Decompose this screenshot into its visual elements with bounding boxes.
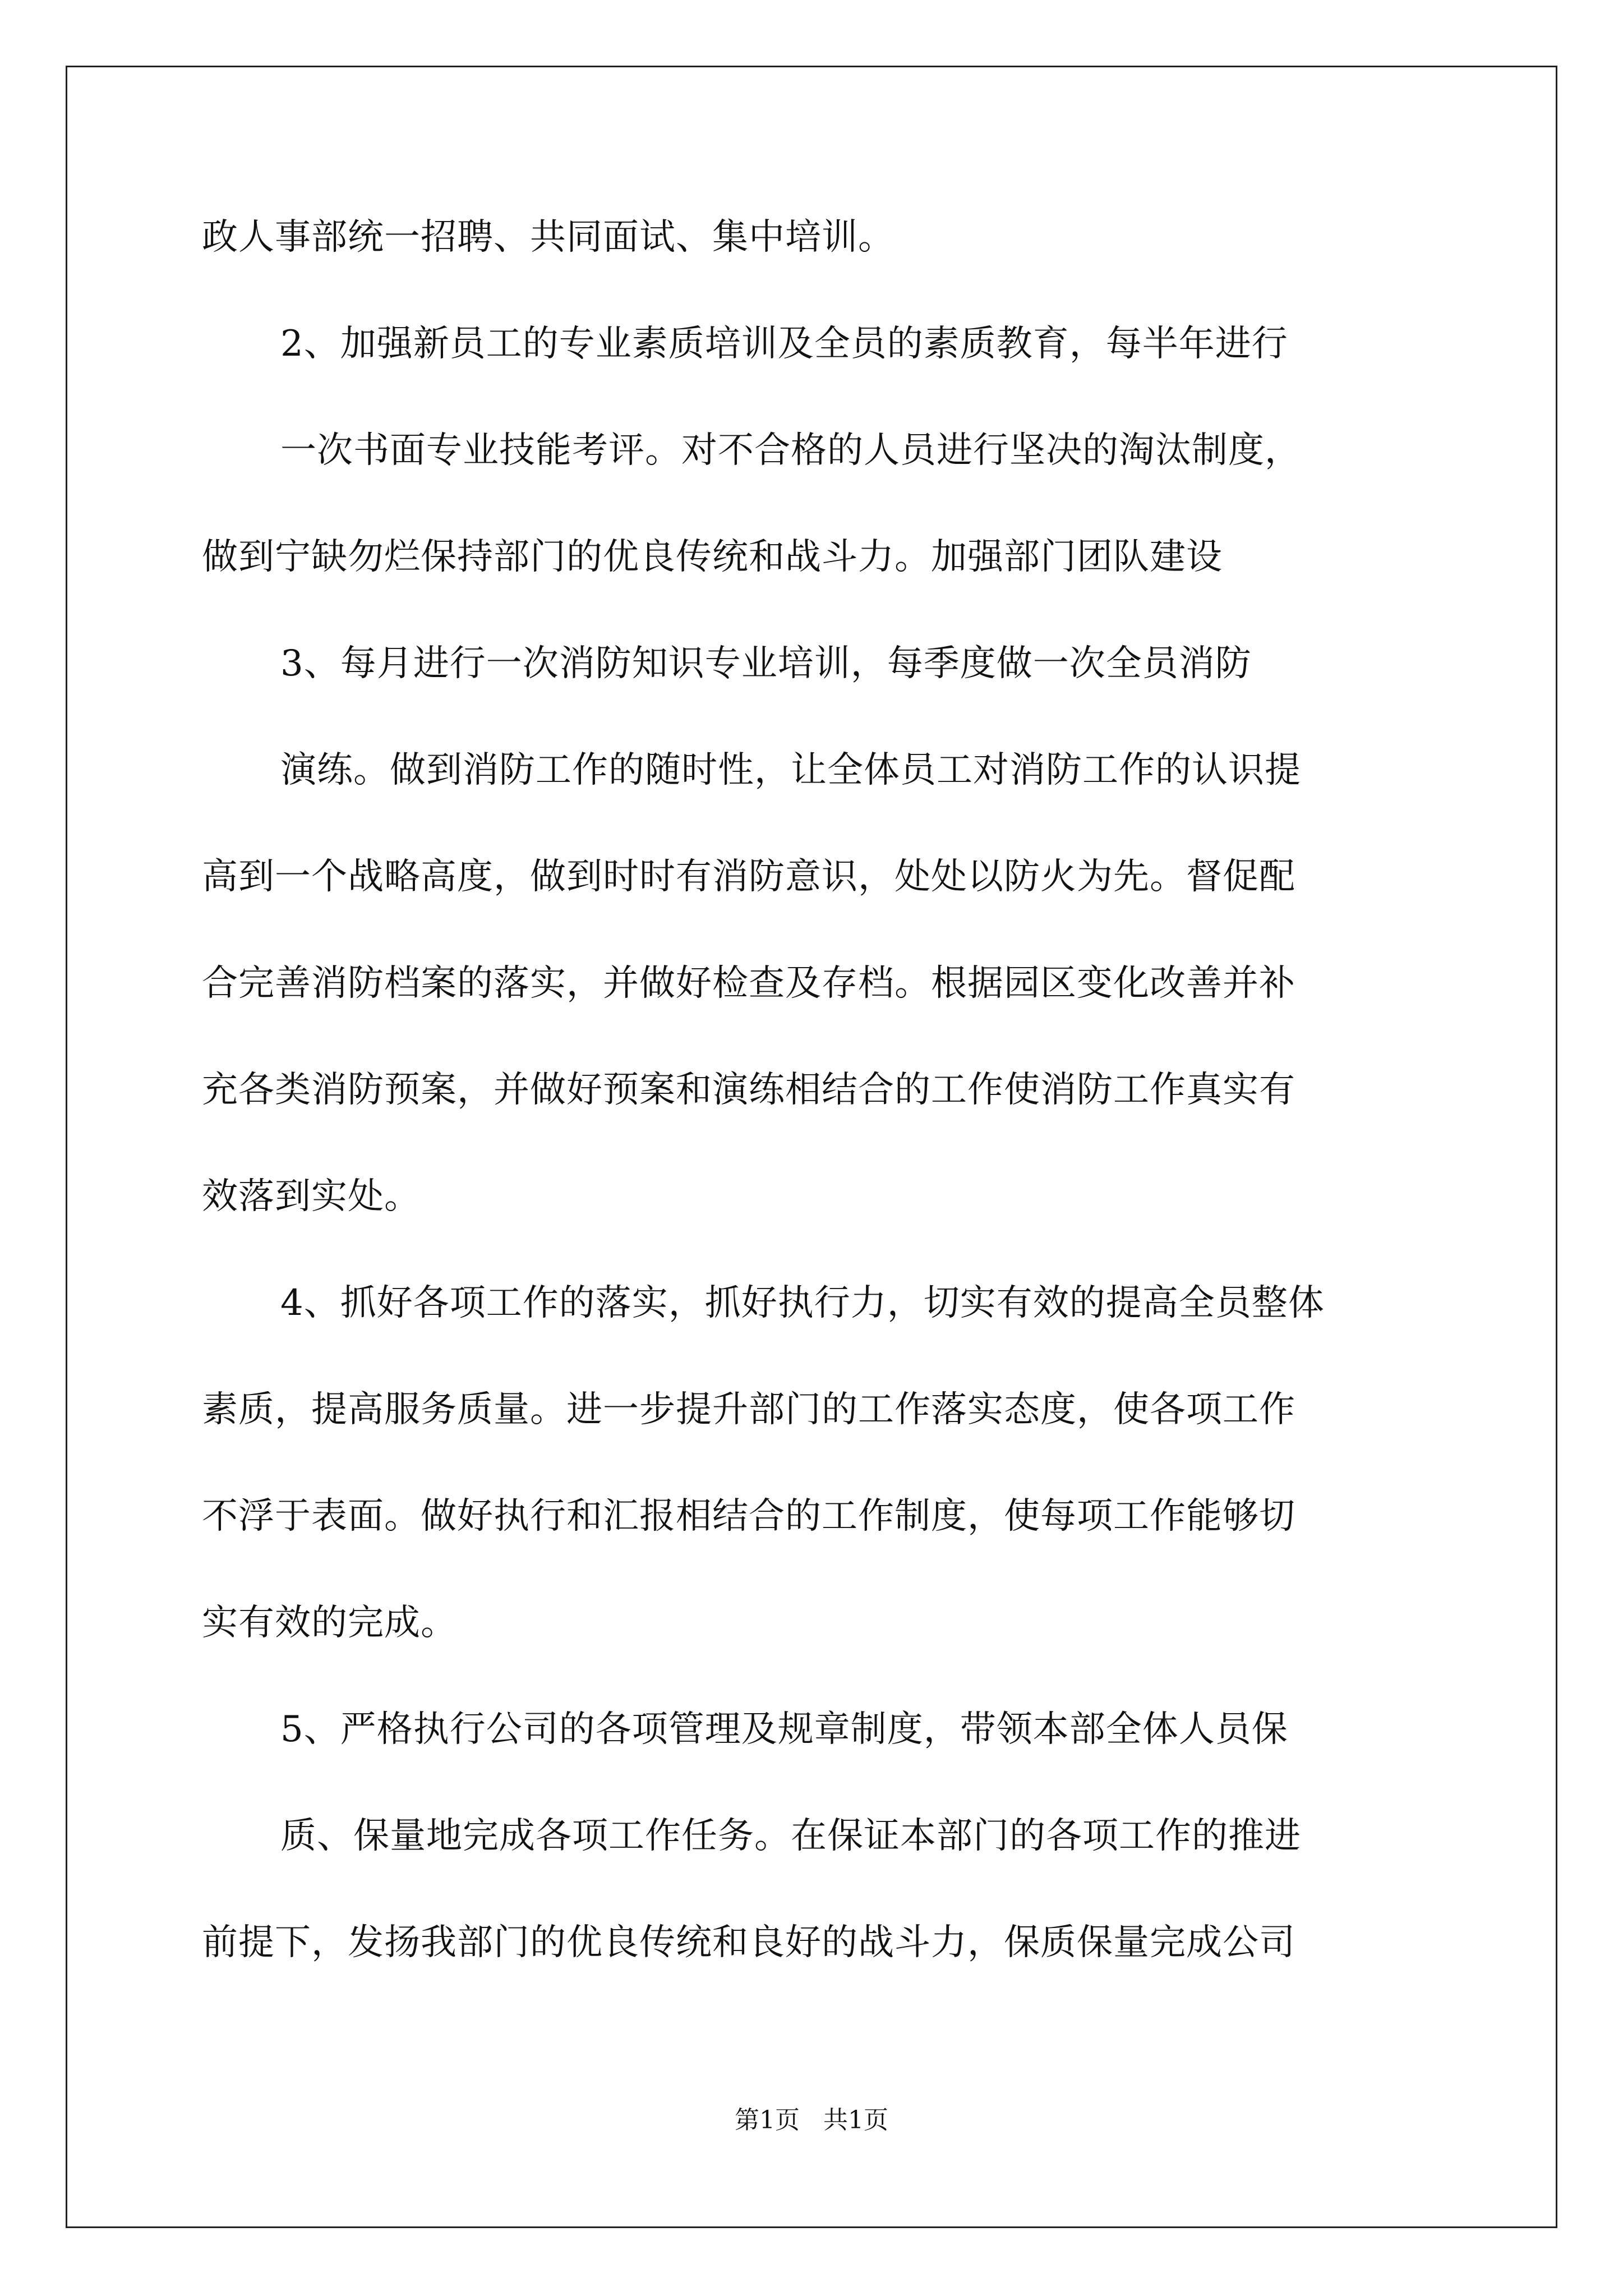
text-line-2: 2、加强新员工的专业素质培训及全员的素质教育，每半年进行 [280, 323, 1288, 365]
text-line-4: 做到宁缺勿烂保持部门的优良传统和战斗力。加强部门团队建设 [202, 536, 1223, 578]
text-line-16: 质、保量地完成各项工作任务。在保证本部门的各项工作的推进 [280, 1815, 1301, 1857]
text-line-8: 合完善消防档案的落实，并做好检查及存档。根据园区变化改善并补 [202, 963, 1295, 1004]
text-line-3: 一次书面专业技能考评。对不合格的人员进行坚决的淘汰制度， [280, 430, 1301, 471]
text-line-10: 效落到实处。 [202, 1176, 421, 1217]
text-line-7: 高到一个战略高度，做到时时有消防意识，处处以防火为先。督促配 [202, 856, 1295, 898]
page-border [66, 66, 1557, 2228]
text-line-11: 4、抓好各项工作的落实，抓好执行力，切实有效的提高全员整体 [280, 1282, 1325, 1324]
text-line-15: 5、严格执行公司的各项管理及规章制度，带领本部全体人员保 [280, 1709, 1288, 1750]
text-line-9: 充各类消防预案，并做好预案和演练相结合的工作使消防工作真实有 [202, 1069, 1295, 1111]
text-line-17: 前提下，发扬我部门的优良传统和良好的战斗力，保质保量完成公司 [202, 1922, 1295, 1963]
text-line-12: 素质，提高服务质量。进一步提升部门的工作落实态度，使各项工作 [202, 1389, 1295, 1430]
text-line-6: 演练。做到消防工作的随时性，让全体员工对消防工作的认识提 [280, 749, 1301, 791]
page-number: 第1页 共1页 [735, 2106, 888, 2134]
text-line-1: 政人事部统一招聘、共同面试、集中培训。 [202, 217, 895, 258]
text-line-14: 实有效的完成。 [202, 1602, 457, 1644]
text-line-5: 3、每月进行一次消防知识专业培训，每季度做一次全员消防 [280, 643, 1252, 684]
text-line-13: 不浮于表面。做好执行和汇报相结合的工作制度，使每项工作能够切 [202, 1496, 1295, 1537]
